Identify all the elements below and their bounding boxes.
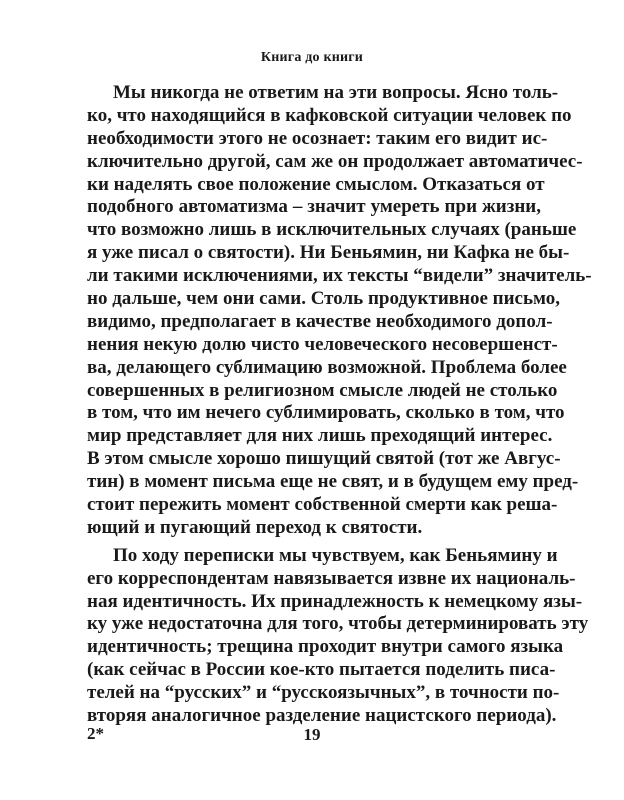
text-line: ва, делающего сублимацию возможной. Проблема более [87,356,567,378]
text-line: ки наделять свое положение смыслом. Отказаться от [87,173,545,195]
text-line: ющий и пугающий переход к святости. [87,516,423,538]
text-line: ключительно другой, сам же он продолжает автоматичес- [87,150,583,172]
text-line: В этом смысле хорошо пишущий святой (тот же Авгус- [87,448,561,470]
text-line: телей на “русских” и “русскоязычных”, в точности по- [87,682,560,704]
text-line: вторяя аналогичное разделение нацистского периода). [87,705,557,727]
text-line: ку уже недостаточна для того, чтобы детерминировать эту [87,613,589,635]
text-line: ко, что находящийся в кафковской ситуации человек по [87,104,572,126]
paragraph [87,544,589,728]
text-line: нения некую долю чисто человеческого несовершенст- [87,333,558,355]
text-line: ли такими исключениями, их тексты “видели” значитель- [87,265,592,287]
text-line: я уже писал о святости). Ни Беньямин, ни Кафка не бы- [87,242,570,264]
paragraph [87,82,592,540]
body-text [87,82,592,728]
text-line: но дальше, чем они сами. Столь продуктивное письмо, [87,288,560,310]
text-line: ная идентичность. Их принадлежность к немецкому язы- [87,590,583,612]
signature-mark: 2* [87,724,104,743]
text-line: стоит пережить момент собственной смерти как реша- [87,494,558,516]
text-line: необходимости этого не осознает: таким его видит ис- [87,127,548,149]
text-line: что возможно лишь в исключительных случаях (раньше [87,219,577,241]
text-line: его корреспондентам навязывается извне их националь- [87,567,576,589]
text-line: (как сейчас в России кое-кто пытается поделить писа- [87,659,556,681]
text-line: мир представляет для них лишь преходящий интерес. [87,425,553,447]
text-line: в том, что им нечего сублимировать, сколько в том, что [87,402,565,424]
text-line: подобного автоматизма – значит умереть при жизни, [87,196,541,218]
text-line: Мы никогда не ответим на эти вопросы. Ясно толь- [113,82,559,103]
text-line: видимо, предполагает в качестве необходимого допол- [87,310,553,332]
text-line: совершенных в религиозном смысле людей не столько [87,379,558,401]
text-line: идентичность; трещина проходит внутри самого языка [87,636,564,658]
running-head: Книга до книги [260,50,364,65]
text-line: По ходу переписки мы чувствуем, как Беньямину и [113,544,558,566]
text-line: тин) в момент письма еще не свят, и в будущем ему пред- [87,471,579,493]
page-number: 19 [303,725,321,744]
